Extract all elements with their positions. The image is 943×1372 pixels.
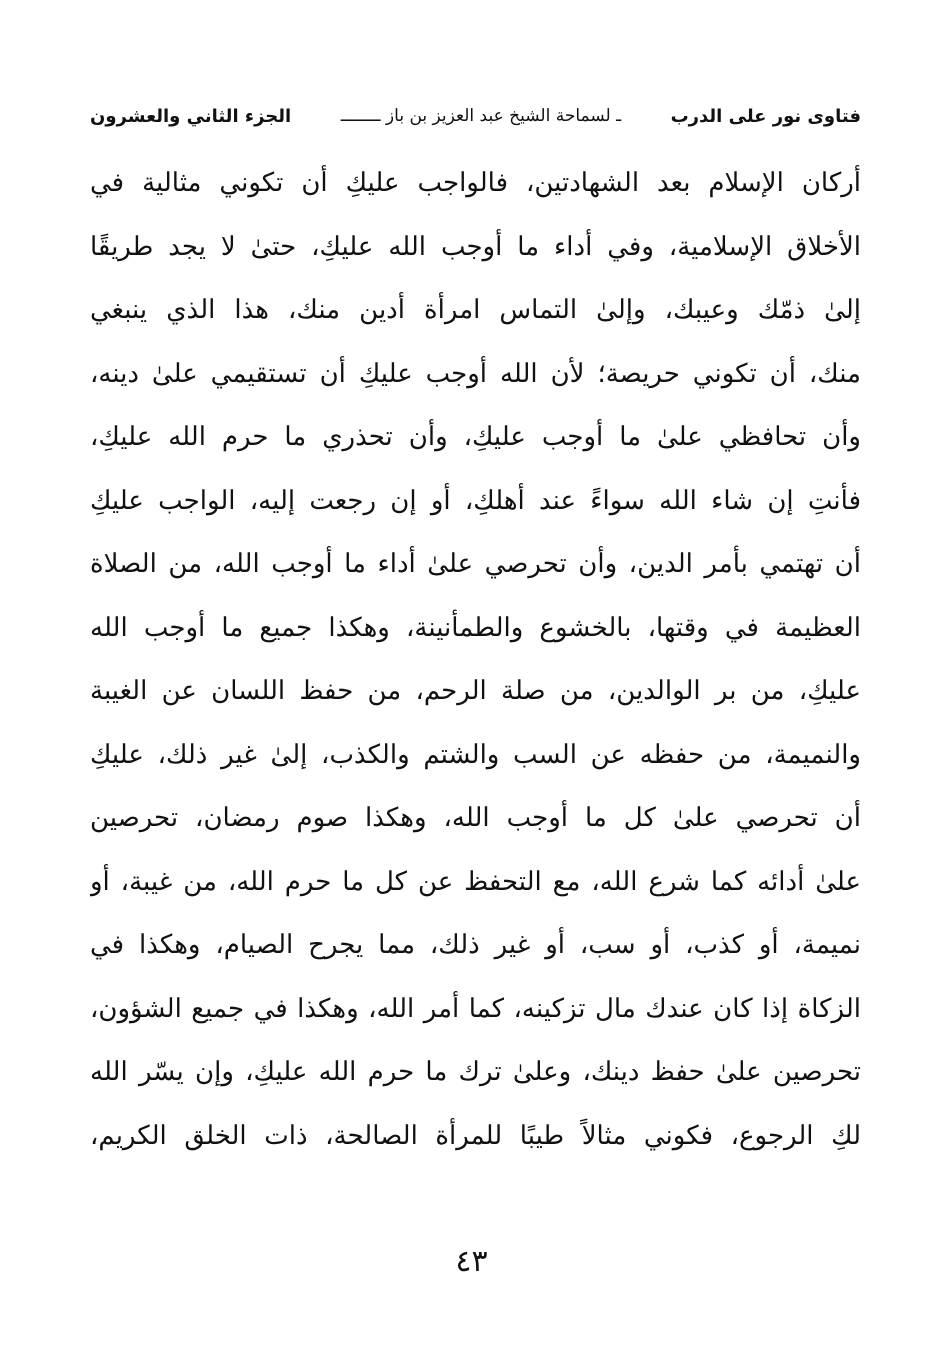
- body-text: [90, 152, 861, 1168]
- text-line: والنميمة، من حفظه عن السب والشتم والكذب، إلىٰ غير ذلك، عليكِ: [90, 739, 861, 770]
- text-line: أن تهتمي بأمر الدين، وأن تحرصي علىٰ أداء ما أوجب الله، من الصلاة: [90, 549, 861, 579]
- text-line: أن تحرصي علىٰ كل ما أوجب الله، وهكذا صوم رمضان، تحرصين: [90, 803, 861, 833]
- text-line: فأنتِ إن شاء الله سواءً عند أهلكِ، أو إن رجعت إليه، الواجب عليكِ: [90, 485, 861, 516]
- text-line: منك، أن تكوني حريصة؛ لأن الله أوجب عليكِ أن تستقيمي علىٰ دينه،: [90, 358, 861, 389]
- text-line: نميمة، أو كذب، أو سب، أو غير ذلك، مما يجرح الصيام، وهكذا في: [90, 930, 861, 960]
- page-number: ٤٣: [455, 1244, 488, 1279]
- running-header: [90, 96, 861, 136]
- text-line: تحرصين علىٰ حفظ دينك، وعلىٰ ترك ما حرم الله عليكِ، وإن يسّر الله: [90, 1057, 861, 1087]
- text-line: أركان الإسلام بعد الشهادتين، فالواجب عليكِ أن تكوني مثالية في: [90, 168, 861, 198]
- volume-title: الجزء الثاني والعشرون: [90, 105, 292, 127]
- book-title: فتاوى نور على الدرب: [670, 105, 861, 127]
- text-line: إلىٰ ذمّك وعيبك، وإلىٰ التماس امرأة أدين منك، هذا الذي ينبغي: [90, 295, 861, 325]
- author-line: ـ لسماحة الشيخ عبد العزيز بن باز ــــــــ: [340, 106, 622, 126]
- text-line: الأخلاق الإسلامية، وفي أداء ما أوجب الله عليكِ، حتىٰ لا يجد طريقًا: [90, 231, 861, 262]
- text-line: العظيمة في وقتها، بالخشوع والطمأنينة، وهكذا جميع ما أوجب الله: [90, 612, 861, 643]
- text-line: وأن تحافظي علىٰ ما أوجب عليكِ، وأن تحذري ما حرم الله عليكِ،: [90, 422, 861, 452]
- text-line: عليكِ، من بر الوالدين، من صلة الرحم، من حفظ اللسان عن الغيبة: [90, 676, 861, 706]
- text-line: الزكاة إذا كان عندك مال تزكينه، كما أمر الله، وهكذا في جميع الشؤون،: [90, 993, 861, 1024]
- text-line: لكِ الرجوع، فكوني مثالاً طيبًا للمرأة الصالحة، ذات الخلق الكريم،: [90, 1120, 861, 1151]
- text-line: علىٰ أدائه كما شرع الله، مع التحفظ عن كل ما حرم الله، من غيبة، أو: [90, 866, 861, 897]
